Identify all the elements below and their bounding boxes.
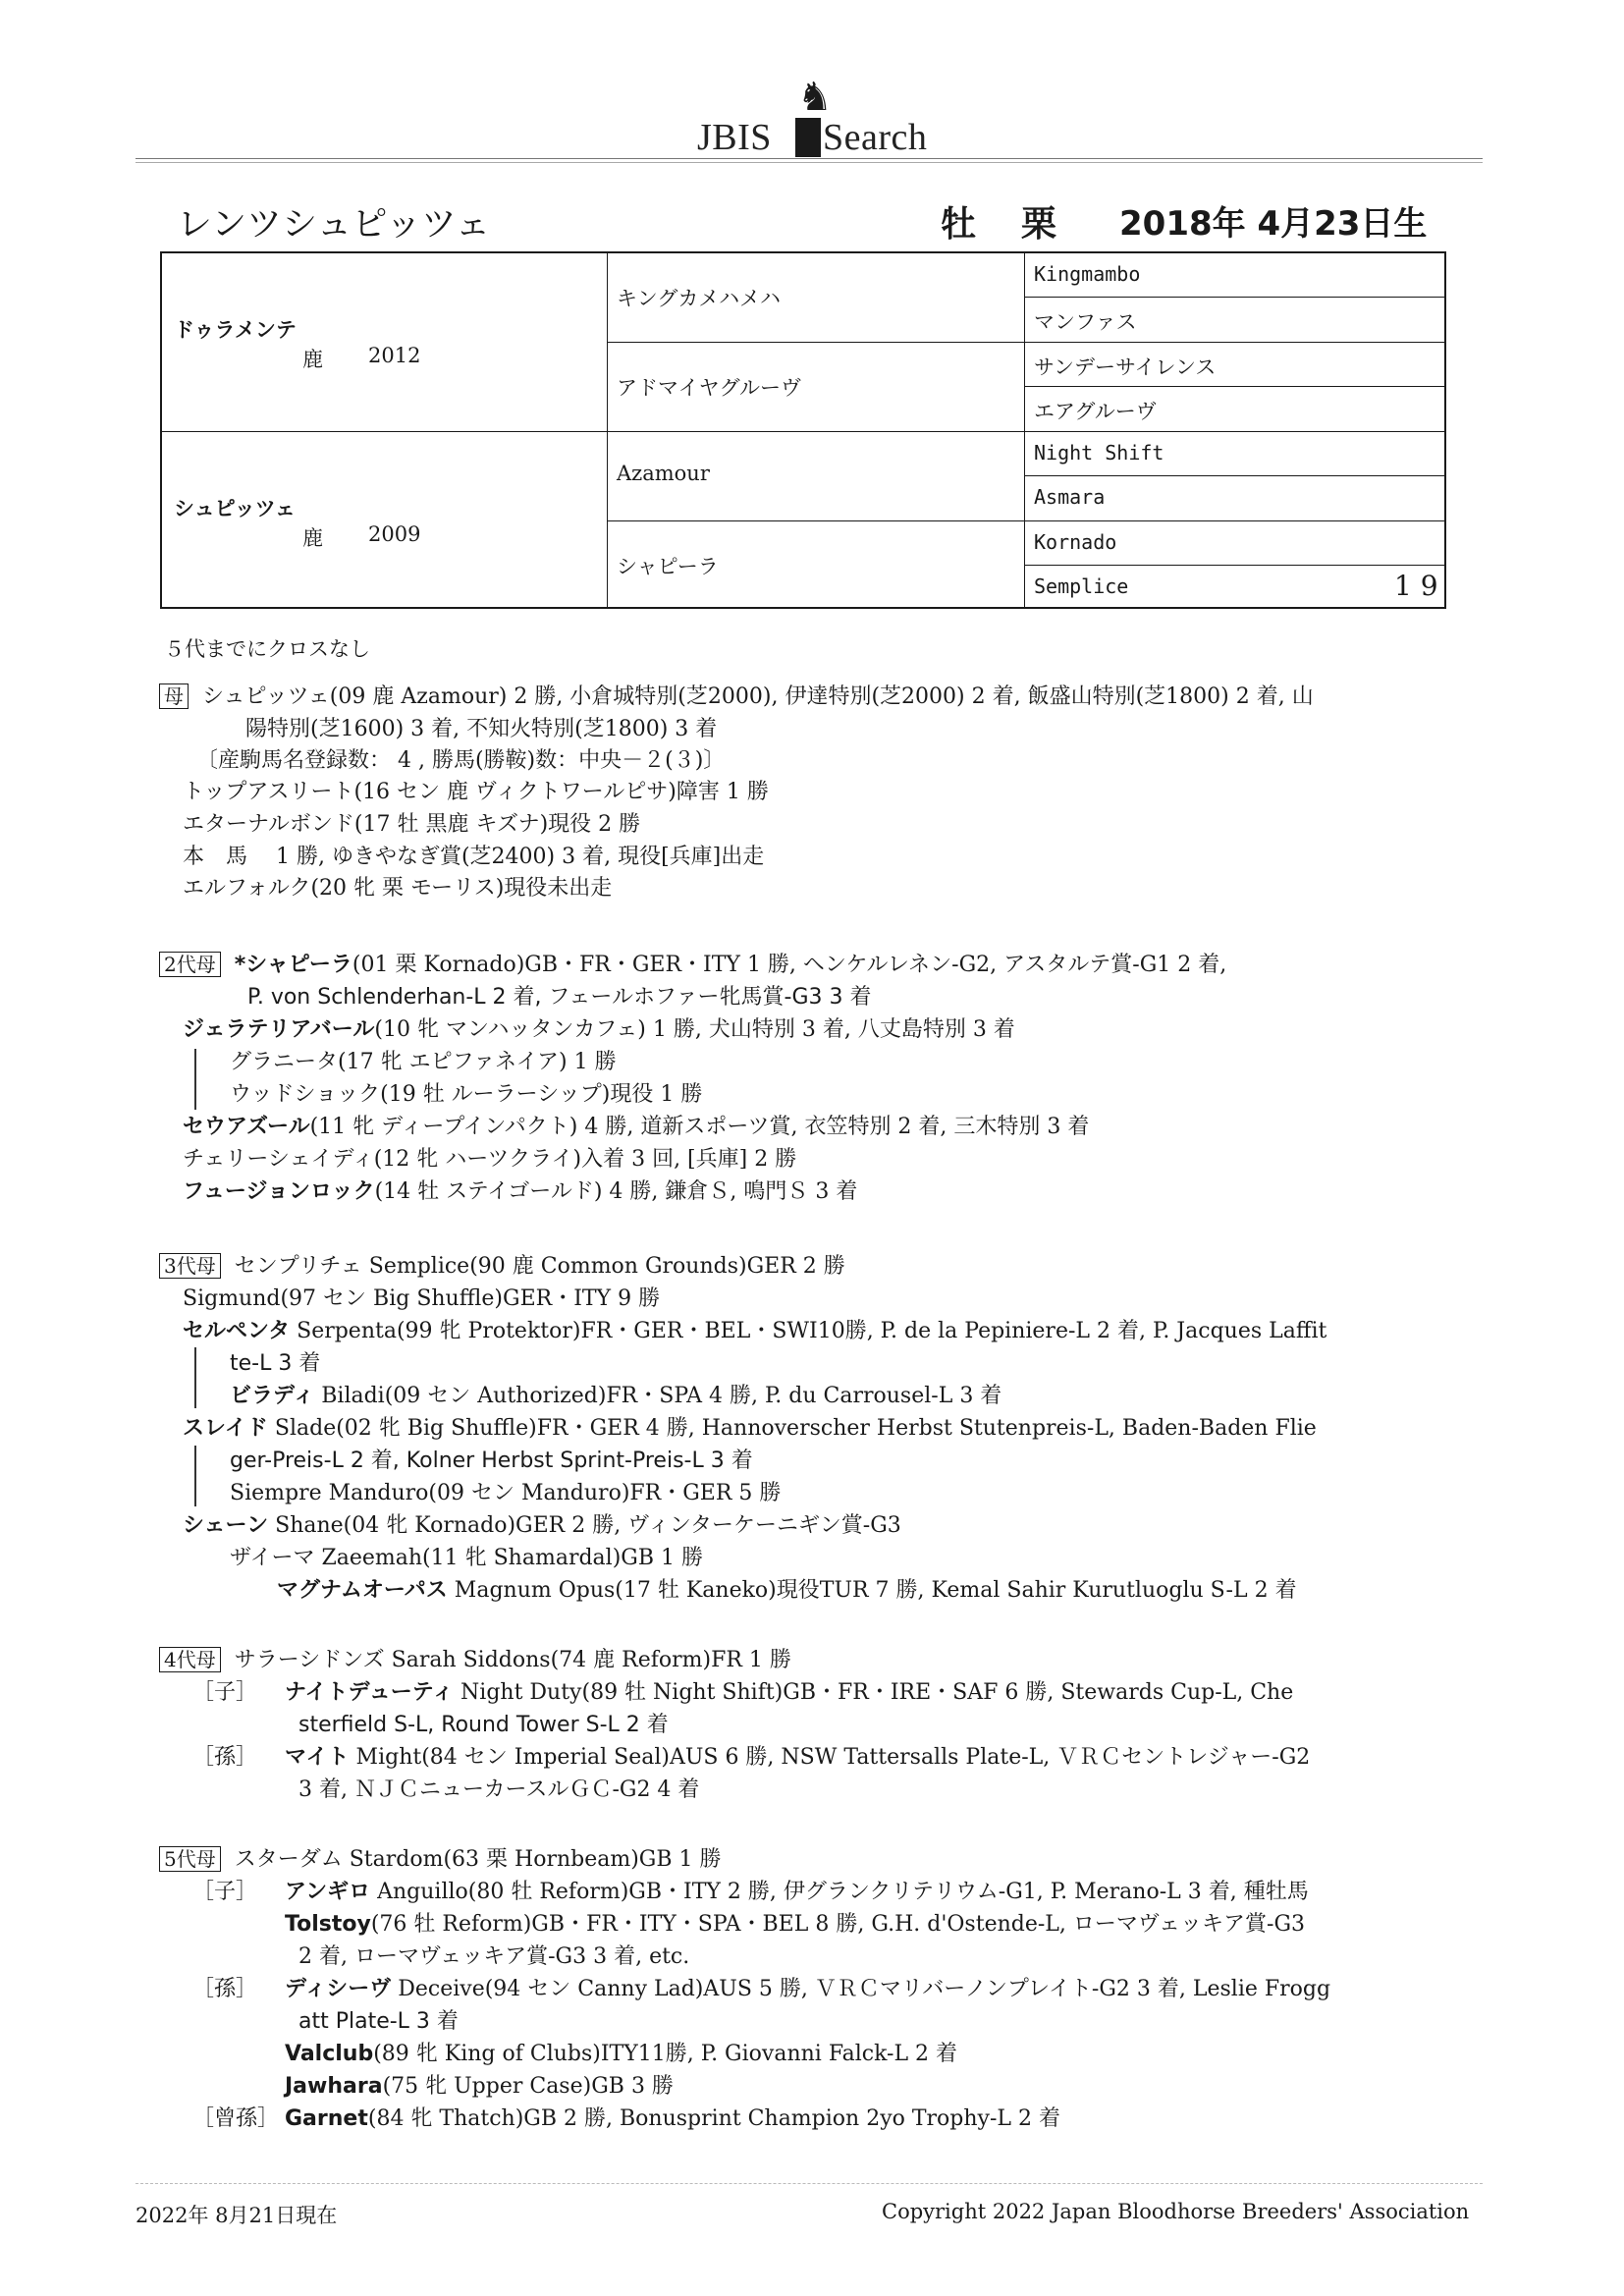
birth-date: 2018年 4月23日生 (1119, 204, 1428, 244)
gen2-line (183, 1015, 1015, 1045)
header-rule (135, 158, 1483, 159)
gen3-line-text: Magnum Opus(17 牡 Kaneko)現役TUR 7 勝, Kemal Sahir Kurutluoglu S-L 2 着 (447, 1578, 1297, 1603)
pedigree-gen3-cell: Semplice (1034, 574, 1129, 598)
gen2-line: チェリーシェイディ(12 牝 ハーツクライ)入着 3 回, [兵庫] 2 勝 (183, 1147, 797, 1172)
gen4-line (285, 1743, 1310, 1773)
horse-name-bold: セウアズール (183, 1115, 310, 1139)
gen3-line: ザイーマ Zaeemah(11 牝 Shamardal)GB 1 勝 (230, 1546, 703, 1570)
pedigree-gen3-cell: Asmara (1034, 485, 1106, 509)
gen3-line-text: Biladi(09 セン Authorized)FR・SPA 4 勝, P. du Carrousel-L 3 着 (314, 1384, 1002, 1408)
gen5-line-text: (89 牝 King of Clubs)ITY11勝, P. Giovanni Falck-L 2 着 (373, 2042, 958, 2066)
gen2-line-text: (10 牝 マンハッタンカフェ) 1 勝, 犬山特別 3 着, 八丈島特別 3 着 (374, 1017, 1015, 1042)
gen5-line (285, 1910, 1305, 1940)
pedigree-gen3-cell: マンファス (1034, 310, 1137, 334)
gen4-line-text: サラーシドンズ Sarah Siddons(74 鹿 Reform)FR 1 勝 (234, 1648, 791, 1672)
gen3-line (230, 1382, 1001, 1411)
gen4-line-text: Night Duty(89 牡 Night Shift)GB・FR・IRE・SAF 6 勝, Stewards Cup-L, Che (454, 1680, 1294, 1705)
generation-label: 3代母 (159, 1253, 221, 1279)
gen3-line (159, 1252, 845, 1282)
dam-offspring: 本 馬 1 勝, ゆきやなぎ賞(芝2400) 3 着, 現役[兵庫]出走 (183, 845, 765, 869)
gen5-line (285, 1878, 1309, 1907)
pedigree-gen3-cell: Kingmambo (1034, 262, 1141, 286)
family-bracket (194, 1049, 196, 1110)
pedigree-gen3-cell: サンデーサイレンス (1034, 355, 1217, 379)
pedigree-gen3-cell: Kornado (1034, 530, 1117, 554)
gen3-line (277, 1576, 1297, 1606)
horse-name-bold: ナイトデューティ (285, 1680, 455, 1705)
gen3-line: Sigmund(97 セン Big Shuffle)GER・ITY 9 勝 (183, 1286, 661, 1311)
logo-text-search: Search (823, 117, 928, 158)
gen5-line (285, 2040, 957, 2069)
family-bracket (194, 1446, 196, 1506)
dam-name: シュピッツェ (174, 497, 296, 520)
cross-note: ５代までにクロスなし (164, 637, 370, 661)
sire-year: 2012 (368, 344, 421, 367)
gen4-line: 3 着, ＮＪＣニューカースルＧＣ-G2 4 着 (298, 1777, 700, 1802)
pedigree-gen2-cell: シャピーラ (617, 555, 719, 578)
horse-name-bold: シェーン (183, 1513, 269, 1538)
horse-name: レンツシュピッツェ (177, 204, 491, 245)
horse-name-bold: Jawhara (285, 2074, 383, 2099)
dam-line-text: シュピッツェ(09 鹿 Azamour) 2 勝, 小倉城特別(芝2000), 伊達特別(芝2000) 2 着, 飯盛山特別(芝1800) 2 着, 山 (202, 684, 1314, 709)
dam-line (159, 683, 1314, 712)
gen4-line (159, 1646, 791, 1675)
relation-tag: ［孫］ (192, 1977, 258, 2001)
pedigree-divider (1024, 297, 1444, 298)
gen3-line (183, 1414, 1317, 1444)
gen2-line-text: (01 栗 Kornado)GB・FR・GER・ITY 1 勝, ヘンケルレネン-G2, アスタルテ賞-G1 2 着, (352, 953, 1227, 977)
gen5-line-text: Anguillo(80 牡 Reform)GB・ITY 2 勝, 伊グランクリテリウム-G1, P. Merano-L 3 着, 種牡馬 (370, 1880, 1309, 1904)
gen5-line: 2 着, ローマヴェッキア賞-G3 3 着, etc. (298, 1944, 690, 1969)
dam-offspring: エルフォルク(20 牝 栗 モーリス)現役未出走 (183, 876, 613, 901)
gen2-line (183, 1177, 857, 1207)
gen3-line: ger-Preis-L 2 着, Kolner Herbst Sprint-Preis-L 3 着 (230, 1449, 753, 1473)
gen5-line-text: (75 牝 Upper Case)GB 3 勝 (382, 2074, 674, 2099)
horse-name-bold: ディシーヴ (285, 1977, 392, 2001)
relation-tag: ［子］ (192, 1680, 258, 1705)
horse-name-bold: アンギロ (285, 1880, 371, 1904)
sire-name: ドゥラメンテ (174, 318, 297, 342)
gen5-line-text: Deceive(94 セン Canny Lad)AUS 5 勝, ＶＲＣマリバーノンプレイト-G2 3 着, Leslie Frogg (391, 1977, 1331, 2001)
pedigree-divider (607, 342, 1444, 343)
horse-color: 栗 (1021, 204, 1057, 245)
gen2-line (159, 951, 1226, 980)
horse-magnifier-icon: ♞ (797, 75, 833, 120)
relation-tag: ［子］ (192, 1880, 258, 1904)
gen3-line (183, 1511, 901, 1541)
pedigree-divider (1024, 565, 1444, 566)
pedigree-gen2-cell: キングカメハメハ (617, 287, 781, 310)
gen5-line (159, 1845, 722, 1875)
logo-text-jbis: JBIS (697, 117, 772, 158)
relation-tag: ［孫］ (192, 1745, 258, 1770)
horse-name-bold: ビラディ (230, 1384, 315, 1408)
pedigree-divider (162, 431, 1444, 432)
footer-date: 2022年 8月21日現在 (135, 2204, 338, 2227)
dam-color: 鹿 (302, 526, 323, 550)
horse-sex: 牡 (941, 204, 977, 245)
gen3-line-text: Serpenta(99 牝 Protektor)FR・GER・BEL・SWI10勝, P. de la Pepiniere-L 2 着, P. Jacques Laffit (290, 1319, 1327, 1343)
gen2-line: P. von Schlenderhan-L 2 着, フェールホファー牝馬賞-G3 3 着 (247, 985, 872, 1010)
gen2-line-text: (14 牡 ステイゴールド) 4 勝, 鎌倉Ｓ, 鳴門Ｓ 3 着 (374, 1179, 858, 1204)
gen4-line: sterfield S-L, Round Tower S-L 2 着 (298, 1713, 669, 1737)
family-number: 1 9 (1394, 570, 1438, 602)
horse-name-bold: スレイド (183, 1416, 268, 1441)
horse-name-bold: マグナムオーパス (277, 1578, 448, 1603)
dam-year: 2009 (368, 522, 421, 546)
pedigree-gen2-cell: アドマイヤグルーヴ (617, 376, 801, 400)
generation-label: 2代母 (159, 952, 221, 977)
pedigree-table (160, 251, 1446, 609)
horse-name-bold: *シャピーラ (234, 953, 352, 977)
gen4-line-text: Might(84 セン Imperial Seal)AUS 6 勝, NSW Tattersalls Plate-L, ＶＲＣセントレジャー-G2 (349, 1745, 1311, 1770)
gen3-line (183, 1317, 1326, 1346)
gen4-line (285, 1678, 1293, 1708)
horse-name-bold: セルペンタ (183, 1319, 291, 1343)
pedigree-divider (1024, 253, 1025, 607)
pedigree-gen3-cell: エアグルーヴ (1034, 400, 1157, 423)
pedigree-divider (607, 520, 1444, 521)
dam-line: 陽特別(芝1600) 3 着, 不知火特別(芝1800) 3 着 (245, 717, 718, 741)
sire-color: 鹿 (302, 348, 323, 371)
gen3-line: te-L 3 着 (230, 1351, 321, 1376)
gen2-line: ウッドショック(19 牡 ルーラーシップ)現役 1 勝 (230, 1082, 703, 1107)
gen2-line-text: (11 牝 ディープインパクト) 4 勝, 道新スポーツ賞, 衣笠特別 2 着, 三木特別 3 着 (309, 1115, 1090, 1139)
gen5-line-text: (84 牝 Thatch)GB 2 勝, Bonusprint Champion 2yo Trophy-L 2 着 (367, 2106, 1060, 2131)
dam-offspring: トップアスリート(16 セン 鹿 ヴィクトワールピサ)障害 1 勝 (183, 780, 769, 804)
gen5-line-text: スターダム Stardom(63 栗 Hornbeam)GB 1 勝 (234, 1847, 722, 1872)
logo-box-icon (795, 118, 821, 157)
relation-tag: ［曾孫］ (192, 2106, 280, 2131)
generation-label: 4代母 (159, 1647, 221, 1672)
gen3-line-text: センプリチェ Semplice(90 鹿 Common Grounds)GER 2 勝 (234, 1254, 845, 1279)
family-bracket (194, 1347, 196, 1408)
footer-copyright: Copyright 2022 Japan Bloodhorse Breeders' Association (882, 2200, 1470, 2223)
horse-name-bold: Valclub (285, 2042, 374, 2066)
gen5-line: att Plate-L 3 着 (298, 2009, 459, 2034)
horse-name-bold: Garnet (285, 2106, 368, 2131)
gen3-line-text: Shane(04 牝 Kornado)GER 2 勝, ヴィンターケーニギン賞-G3 (268, 1513, 901, 1538)
pedigree-divider (607, 253, 608, 607)
generation-label: 5代母 (159, 1846, 221, 1872)
generation-label: 母 (159, 683, 189, 709)
horse-name-bold: マイト (285, 1745, 350, 1770)
dam-line: 〔産駒馬名登録数： 4 , 勝馬(勝鞍)数：中央－２(３)〕 (196, 748, 726, 773)
pedigree-gen2-cell: Azamour (617, 462, 710, 485)
gen5-line-text: (76 牡 Reform)GB・FR・ITY・SPA・BEL 8 勝, G.H. d'Ostende-L, ローマヴェッキア賞-G3 (370, 1912, 1306, 1937)
horse-name-bold: ジェラテリアバール (183, 1017, 375, 1042)
gen5-line (285, 2105, 1060, 2134)
pedigree-gen3-cell: Night Shift (1034, 441, 1164, 465)
footer-rule (135, 2183, 1483, 2184)
gen2-line: グラニータ(17 牝 エピファネイア) 1 勝 (230, 1050, 617, 1074)
horse-name-bold: フュージョンロック (183, 1179, 375, 1204)
gen3-line-text: Slade(02 牝 Big Shuffle)FR・GER 4 勝, Hannoverscher Herbst Stutenpreis-L, Baden-Baden Flie (267, 1416, 1317, 1441)
gen3-line: Siempre Manduro(09 セン Manduro)FR・GER 5 勝 (230, 1481, 782, 1505)
header-rule (135, 162, 1483, 163)
dam-offspring: エターナルボンド(17 牡 黒鹿 キズナ)現役 2 勝 (183, 812, 641, 837)
pedigree-divider (1024, 475, 1444, 476)
pedigree-divider (1024, 386, 1444, 387)
horse-name-bold: Tolstoy (285, 1912, 371, 1937)
gen2-line (183, 1113, 1089, 1142)
gen5-line (285, 2072, 674, 2102)
gen5-line (285, 1975, 1330, 2004)
